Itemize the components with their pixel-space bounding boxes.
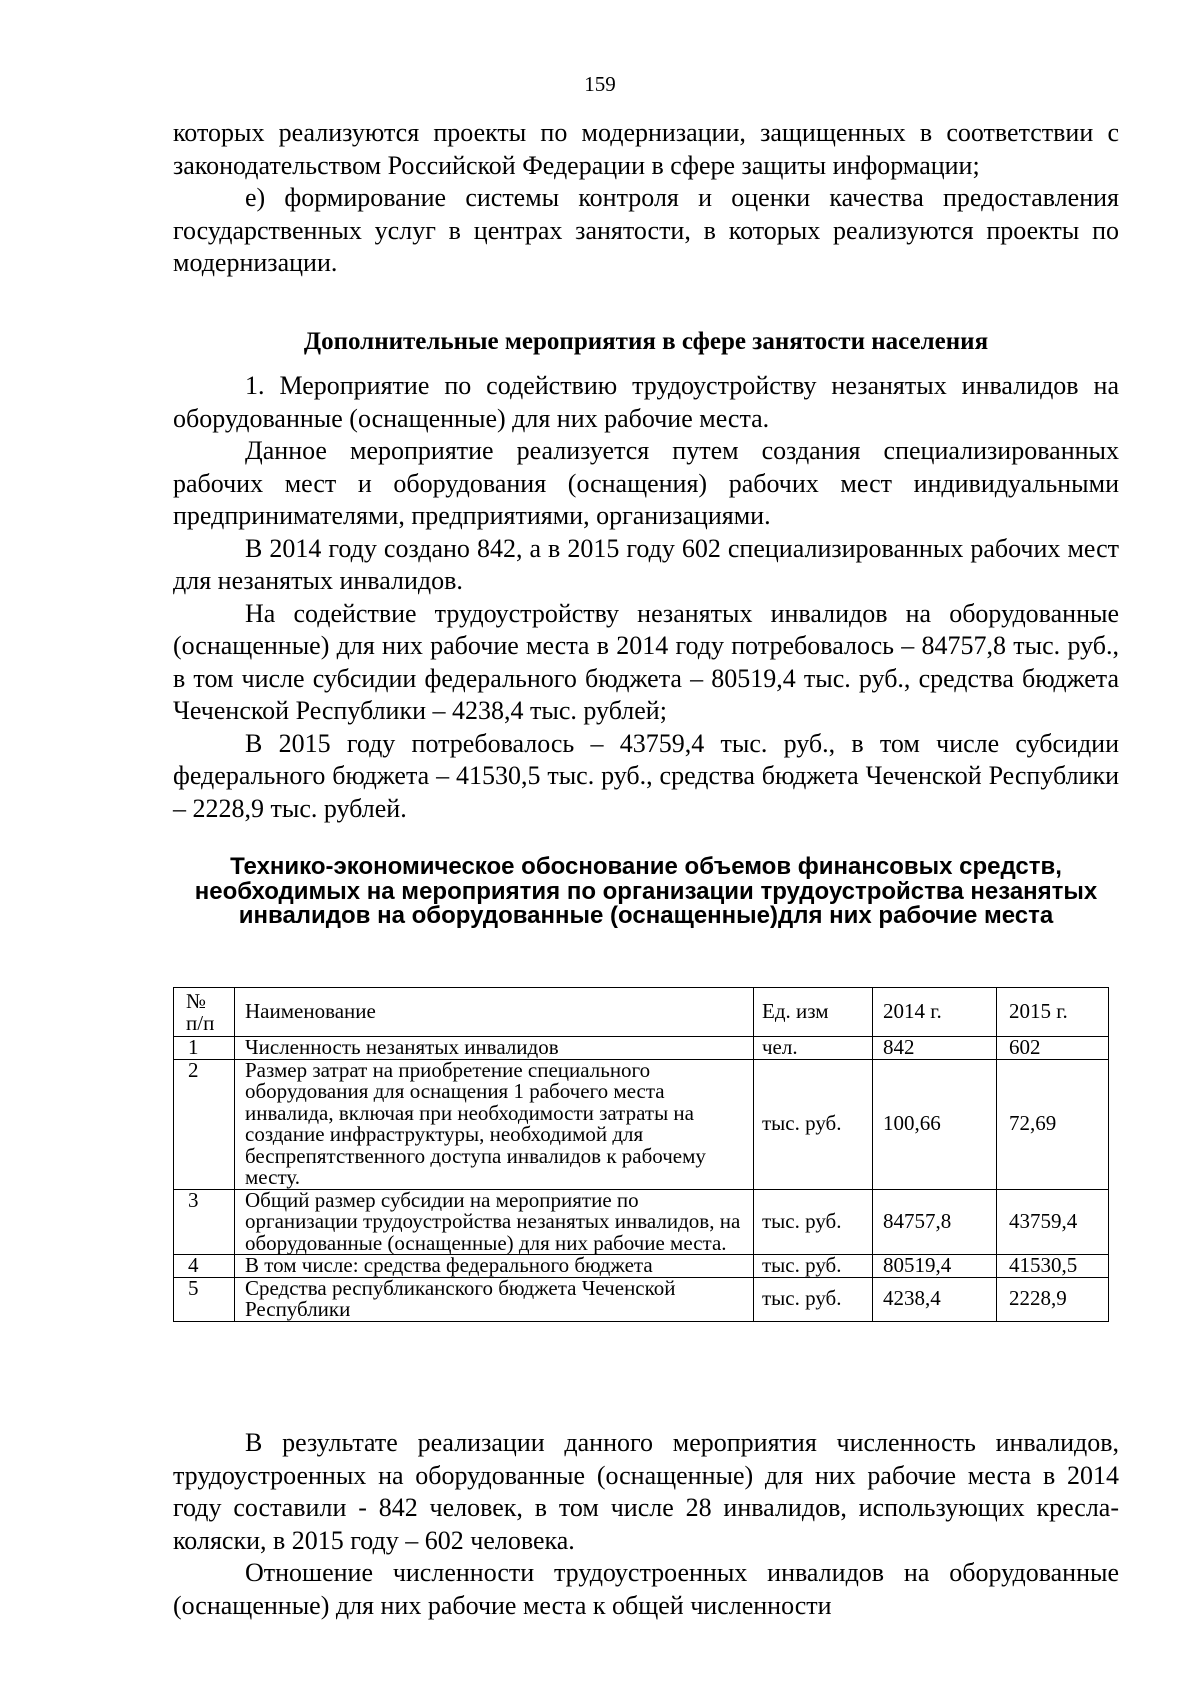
cell-name: Общий размер субсидии на мероприятие по организации трудоустройства незанятых инвалидов, на оборудованные (оснащенные) для них рабочие места. <box>235 1189 754 1255</box>
cell-name: Средства республиканского бюджета Чеченской Республики <box>235 1277 754 1321</box>
table-row <box>174 1059 1109 1189</box>
cell-name: В том числе: средства федерального бюджета <box>235 1255 754 1278</box>
table-header-row <box>174 988 1109 1037</box>
table-row <box>174 1037 1109 1060</box>
table-row <box>174 1189 1109 1255</box>
cell-2015: 602 <box>997 1037 1109 1060</box>
body-text <box>173 370 1119 825</box>
table-row <box>174 1255 1109 1278</box>
header-2015: 2015 г. <box>997 988 1109 1037</box>
body-paragraph: В 2014 году создано 842, а в 2015 году 602 специализированных рабочих мест для незанятых инвалидов. <box>173 533 1119 595</box>
cell-name: Численность незанятых инвалидов <box>235 1037 754 1060</box>
header-unit: Ед. изм <box>754 988 873 1037</box>
outro-paragraph: Отношение численности трудоустроенных инвалидов на оборудованные (оснащенные) для них рабочие места к общей численности <box>173 1558 1119 1620</box>
cell-num: 5 <box>174 1277 235 1321</box>
table-row <box>174 1277 1109 1321</box>
cell-num: 4 <box>174 1255 235 1278</box>
header-num: № п/п <box>174 988 235 1037</box>
cell-num: 3 <box>174 1189 235 1255</box>
cell-unit: тыс. руб. <box>754 1059 873 1189</box>
intro-paragraph: которых реализуются проекты по модернизации, защищенных в соответствии с законодательством Российской Федерации в сфере защиты информации; <box>173 118 1119 180</box>
cell-2014: 84757,8 <box>873 1189 997 1255</box>
body-paragraph: Данное мероприятие реализуется путем создания специализированных рабочих мест и оборудования (оснащения) рабочих мест индивидуальными предпринимателями, предприятиями, организациями. <box>173 436 1119 530</box>
financing-table <box>173 987 1109 1322</box>
cell-2014: 80519,4 <box>873 1255 997 1278</box>
cell-num: 2 <box>174 1059 235 1189</box>
intro-paragraph: е) формирование системы контроля и оценки качества предоставления государственных услуг в центрах занятости, в которых реализуются проекты по модернизации. <box>173 183 1119 277</box>
outro-text <box>173 1427 1119 1622</box>
outro-paragraph: В результате реализации данного мероприятия численность инвалидов, трудоустроенных на оборудованные (оснащенные) для них рабочие места в 2014 году составили - 842 человек, в том числе 28 инвалидов, использующих кресла-коляски, в 2015 году – 602 человека. <box>173 1428 1119 1555</box>
cell-unit: тыс. руб. <box>754 1255 873 1278</box>
cell-2014: 4238,4 <box>873 1277 997 1321</box>
table-title: Технико-экономическое обоснование объемов финансовых средств, необходимых на мероприятия по организации трудоустройства незанятых инвалидов на оборудованные (оснащенные)для них рабочие места <box>194 853 1098 929</box>
page-number: 159 <box>584 72 616 96</box>
header-name: Наименование <box>235 988 754 1037</box>
section-heading: Дополнительные мероприятия в сфере занятости населения <box>303 328 989 355</box>
cell-2015: 41530,5 <box>997 1255 1109 1278</box>
cell-2015: 2228,9 <box>997 1277 1109 1321</box>
header-2014: 2014 г. <box>873 988 997 1037</box>
cell-unit: тыс. руб. <box>754 1189 873 1255</box>
cell-2015: 72,69 <box>997 1059 1109 1189</box>
cell-2014: 842 <box>873 1037 997 1060</box>
body-paragraph: 1. Мероприятие по содействию трудоустройству незанятых инвалидов на оборудованные (оснащенные) для них рабочие места. <box>173 371 1119 433</box>
cell-2014: 100,66 <box>873 1059 997 1189</box>
cell-name: Размер затрат на приобретение специального оборудования для оснащения 1 рабочего места инвалида, включая при необходимости затраты на создание инфраструктуры, необходимой для беспрепятственного доступа инвалидов к рабочему месту. <box>235 1059 754 1189</box>
intro-text <box>173 117 1119 280</box>
cell-unit: чел. <box>754 1037 873 1060</box>
body-paragraph: В 2015 году потребовалось – 43759,4 тыс. руб., в том числе субсидии федерального бюджета – 41530,5 тыс. руб., средства бюджета Чеченской Республики – 2228,9 тыс. рублей. <box>173 728 1119 823</box>
body-paragraph: На содействие трудоустройству незанятых инвалидов на оборудованные (оснащенные) для них рабочие места в 2014 году потребовалось – 84757,8 тыс. руб., в том числе субсидии федерального бюджета – 80519,4 тыс. руб., средства бюджета Чеченской Республики – 4238,4 тыс. рублей; <box>173 598 1119 725</box>
cell-2015: 43759,4 <box>997 1189 1109 1255</box>
cell-unit: тыс. руб. <box>754 1277 873 1321</box>
cell-num: 1 <box>174 1037 235 1060</box>
